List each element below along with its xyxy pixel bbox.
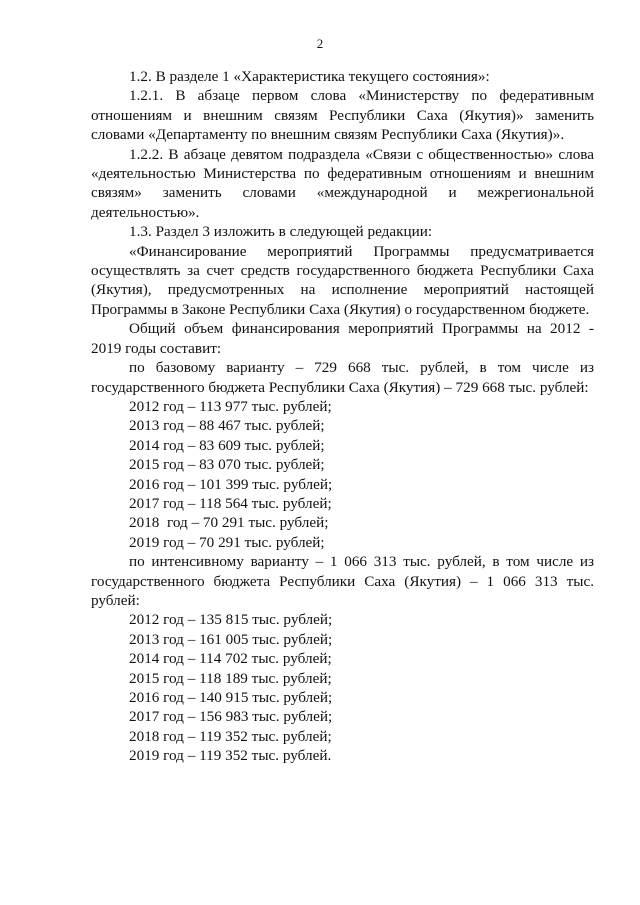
paragraph-financing: «Финансирование мероприятий Программы предусматривается осуществлять за счет средств государственного бюджета Республики Саха (Якутия), предусмотренных на исполнение мероприятий настоящей Программы в Законе Республики Саха (Якутия) о государственном бюджете.: [91, 242, 594, 318]
intensive-year-item: 2013 год – 161 005 тыс. рублей;: [129, 630, 333, 648]
page-number: 2: [316, 36, 324, 51]
paragraph-base-variant: по базовому варианту – 729 668 тыс. рублей, в том числе из государственного бюджета Республики Саха (Якутия) – 729 668 тыс. рублей:: [91, 359, 594, 396]
paragraph-total-volume: Общий объем финансирования мероприятий Программы на 2012 - 2019 годы составит:: [91, 320, 594, 357]
document-body: [91, 67, 594, 766]
base-year-item: 2016 год – 101 399 тыс. рублей;: [129, 475, 333, 493]
paragraph-1-2-2: 1.2.2. В абзаце девятом подраздела «Связи с общественностью» слова «деятельностью Министерства по федеративным отношениям и внешним связям» заменить словами «международной и межрегиональной деятельностью».: [91, 145, 594, 221]
paragraph-1-3: 1.3. Раздел 3 изложить в следующей редакции:: [129, 223, 433, 241]
base-year-item: 2018 год – 70 291 тыс. рублей;: [129, 514, 329, 532]
paragraph-1-2: 1.2. В разделе 1 «Характеристика текущего состояния»:: [129, 68, 490, 85]
base-year-item: 2019 год – 70 291 тыс. рублей;: [129, 533, 325, 551]
base-year-item: 2012 год – 113 977 тыс. рублей;: [129, 397, 332, 415]
intensive-year-item: 2017 год – 156 983 тыс. рублей;: [129, 708, 333, 726]
intensive-year-item: 2014 год – 114 702 тыс. рублей;: [129, 650, 332, 668]
intensive-year-item: 2019 год – 119 352 тыс. рублей.: [129, 747, 332, 765]
intensive-year-item: 2016 год – 140 915 тыс. рублей;: [129, 689, 333, 706]
paragraph-intensive-variant: по интенсивному варианту – 1 066 313 тыс. рублей, в том числе из государственного бюджета Республики Саха (Якутия) – 1 066 313 тыс. рублей:: [91, 553, 594, 609]
paragraph-1-2-1: 1.2.1. В абзаце первом слова «Министерству по федеративным отношениям и внешним связям Республики Саха (Якутия)» заменить словами «Департаменту по внешним связям Республики Саха (Якутия)».: [91, 87, 594, 144]
intensive-year-item: 2015 год – 118 189 тыс. рублей;: [129, 669, 332, 687]
intensive-year-item: 2012 год – 135 815 тыс. рублей;: [129, 611, 333, 629]
base-year-item: 2014 год – 83 609 тыс. рублей;: [129, 436, 325, 454]
base-year-item: 2015 год – 83 070 тыс. рублей;: [129, 456, 325, 474]
intensive-year-item: 2018 год – 119 352 тыс. рублей;: [129, 727, 332, 745]
base-year-item: 2013 год – 88 467 тыс. рублей;: [129, 417, 325, 435]
base-year-item: 2017 год – 118 564 тыс. рублей;: [129, 494, 332, 512]
